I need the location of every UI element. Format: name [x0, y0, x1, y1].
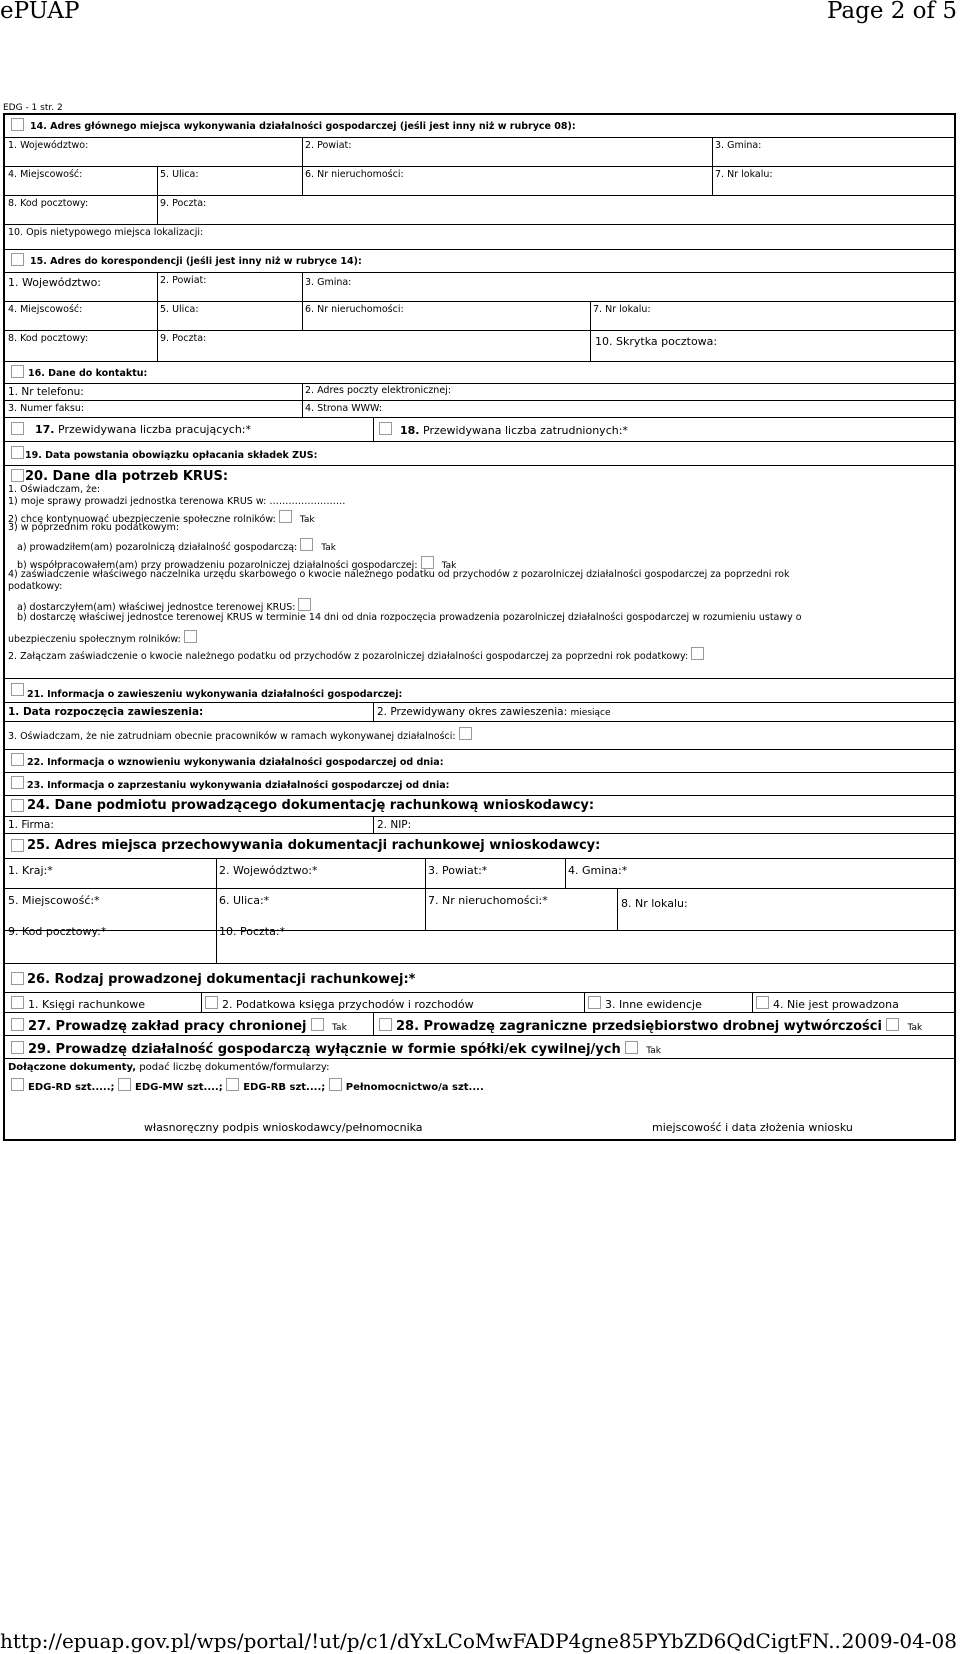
section-27: 27. Prowadzę zakład pracy chronionej Tak	[11, 1018, 347, 1034]
s14-miejscowosc: 4. Miejscowość:	[8, 169, 83, 180]
s20-line-1: 1. Oświadczam, że:	[8, 484, 101, 495]
section-20-title: 20. Dane dla potrzeb KRUS:	[25, 469, 229, 484]
section-26-checkbox[interactable]	[11, 972, 24, 985]
section-25	[5, 834, 954, 964]
s15-nr-nieruchomosci: 6. Nr nieruchomości:	[305, 304, 404, 315]
s21-data-rozpoczecia: 1. Data rozpoczęcia zawieszenia:	[8, 706, 204, 718]
section-21-checkbox[interactable]	[11, 683, 24, 696]
section-14-checkbox[interactable]	[11, 118, 24, 131]
section-19-title: 19. Data powstania obowiązku opłacania składek ZUS:	[25, 450, 318, 461]
section-14	[5, 115, 954, 250]
section-22-title: 22. Informacja o wznowieniu wykonywania działalności gospodarczej od dnia:	[27, 757, 444, 768]
section-16-title: 16. Dane do kontaktu:	[28, 368, 148, 379]
s25-poczta: 10. Poczta:*	[219, 925, 286, 938]
s25-miejscowosc: 5. Miejscowość:*	[8, 894, 100, 907]
s20-continue-checkbox[interactable]	[279, 510, 292, 523]
s20-line-7b: podatkowy:	[8, 581, 63, 592]
s26-option-2[interactable]: 2. Podatkowa księga przychodów i rozchodów	[205, 996, 474, 1011]
s16-numer-faksu: 3. Numer faksu:	[8, 403, 85, 414]
attach-edg-rb-checkbox[interactable]	[226, 1078, 239, 1091]
section-17-title: 17. Przewidywana liczba pracujących:*	[35, 423, 251, 436]
s20-line-9: b) dostarczę właściwej jednostce terenowej KRUS w terminie 14 dni od dnia rozpoczęcia prowadzenia pozarolniczej działalności gospodarczej w rozumieniu ustawy o	[17, 612, 802, 623]
s26-option-1-checkbox[interactable]	[11, 996, 24, 1009]
s16-strona-www: 4. Strona WWW:	[305, 403, 383, 414]
s16-email: 2. Adres poczty elektronicznej:	[305, 385, 452, 396]
s21-okres: 2. Przewidywany okres zawieszenia: miesiące	[377, 706, 611, 718]
s26-option-2-checkbox[interactable]	[205, 996, 218, 1009]
s20-line-9b: ubezpieczeniu społecznym rolników:	[8, 630, 201, 646]
s20-dostarczylem-checkbox[interactable]	[298, 598, 311, 611]
section-15-title: 15. Adres do korespondencji (jeśli jest inny niż w rubryce 14):	[30, 256, 362, 267]
s29-tak-checkbox[interactable]	[625, 1041, 638, 1054]
section-29: 29. Prowadzę działalność gospodarczą wyłącznie w formie spółki/ek cywilnej/ych Tak	[11, 1041, 661, 1057]
form-frame	[3, 113, 956, 1141]
s20-prowadzilem-checkbox[interactable]	[300, 538, 313, 551]
section-22-checkbox[interactable]	[11, 753, 24, 766]
form-code: EDG - 1 str. 2	[3, 103, 63, 113]
s26-option-1[interactable]: 1. Księgi rachunkowe	[11, 996, 145, 1011]
s20-line-4: 3) w poprzednim roku podatkowym:	[8, 522, 180, 533]
section-25-title: 25. Adres miejsca przechowywania dokumentacji rachunkowej wnioskodawcy:	[27, 838, 601, 853]
section-21	[5, 679, 954, 750]
s15-gmina: 3. Gmina:	[305, 277, 352, 288]
section-15	[5, 250, 954, 362]
attach-edg-mw-checkbox[interactable]	[118, 1078, 131, 1091]
section-18-title: 18. Przewidywana liczba zatrudnionych:*	[400, 424, 628, 437]
s25-wojewodztwo: 2. Województwo:*	[219, 864, 318, 877]
s20-line-5: a) prowadziłem(am) pozarolniczą działalność gospodarczą: Tak	[17, 538, 336, 554]
s28-tak-checkbox[interactable]	[886, 1018, 899, 1031]
attachments	[5, 1059, 954, 1104]
s20-line-2: 1) moje sprawy prowadzi jednostka terenowa KRUS w: ……………………	[8, 496, 346, 507]
s20-line-7: 4) zaświadczenie właściwego naczelnika urzędu skarbowego o kwocie należnego podatku od przychodów z pozarolniczej działalności gospodarczej za poprzedni rok	[8, 569, 790, 580]
s14-poczta: 9. Poczta:	[160, 198, 207, 209]
section-24	[5, 796, 954, 834]
s14-opis: 10. Opis nietypowego miejsca lokalizacji:	[8, 227, 204, 238]
print-date: 2009-04-08	[841, 1629, 957, 1653]
s14-kod-pocztowy: 8. Kod pocztowy:	[8, 198, 89, 209]
section-27-28	[5, 1013, 954, 1036]
section-17-checkbox[interactable]	[11, 422, 24, 435]
section-29	[5, 1036, 954, 1059]
s15-powiat: 2. Powiat:	[160, 275, 207, 286]
s26-option-3-checkbox[interactable]	[588, 996, 601, 1009]
s15-miejscowosc: 4. Miejscowość:	[8, 304, 83, 315]
section-28: 28. Prowadzę zagraniczne przedsiębiorstwo drobnej wytwórczości Tak	[379, 1018, 922, 1034]
section-27-checkbox[interactable]	[11, 1018, 24, 1031]
section-25-checkbox[interactable]	[11, 839, 24, 852]
s20-line-3: 2) chcę kontynuować ubezpieczenie społeczne rolników: Tak	[8, 510, 315, 526]
s14-wojewodztwo: 1. Województwo:	[8, 140, 89, 151]
s16-nr-telefonu: 1. Nr telefonu:	[8, 386, 84, 398]
section-26	[5, 964, 954, 1013]
s20-zalaczam-checkbox[interactable]	[691, 647, 704, 660]
app-title: ePUAP	[0, 0, 80, 24]
section-23	[5, 773, 954, 796]
s20-line-6: b) współpracowałem(am) przy prowadzeniu pozarolniczej działalności gospodarczej: Tak	[17, 556, 456, 572]
s14-gmina: 3. Gmina:	[715, 140, 762, 151]
s24-firma: 1. Firma:	[8, 819, 54, 831]
section-29-checkbox[interactable]	[11, 1041, 24, 1054]
section-21-title: 21. Informacja o zawieszeniu wykonywania działalności gospodarczej:	[27, 689, 403, 700]
s15-skrytka: 10. Skrytka pocztowa:	[595, 335, 718, 348]
s25-ulica: 6. Ulica:*	[219, 894, 270, 907]
section-24-title: 24. Dane podmiotu prowadzącego dokumentację rachunkową wnioskodawcy:	[27, 798, 595, 813]
s15-nr-lokalu: 7. Nr lokalu:	[593, 304, 651, 315]
section-26-title: 26. Rodzaj prowadzonej dokumentacji rachunkowej:*	[27, 972, 416, 987]
attach-edg-rd-checkbox[interactable]	[11, 1078, 24, 1091]
section-17-18	[5, 418, 954, 442]
s25-gmina: 4. Gmina:*	[568, 864, 628, 877]
s21-oswiadczam: 3. Oświadczam, że nie zatrudniam obecnie pracowników w ramach wykonywanej działalności:	[8, 727, 476, 743]
section-23-title: 23. Informacja o zaprzestaniu wykonywania działalności gospodarczej od dnia:	[27, 780, 450, 791]
s25-nr-nieruchomosci: 7. Nr nieruchomości:*	[428, 894, 548, 907]
s14-powiat: 2. Powiat:	[305, 140, 352, 151]
section-16-checkbox[interactable]	[11, 365, 24, 378]
section-16	[5, 362, 954, 418]
s14-ulica: 5. Ulica:	[160, 169, 199, 180]
section-19-checkbox[interactable]	[11, 446, 24, 459]
place-date-label: miejscowość i data złożenia wniosku	[652, 1121, 853, 1134]
s25-nr-lokalu: 8. Nr lokalu:	[621, 897, 688, 910]
page-url[interactable]: http://epuap.gov.pl/wps/portal/!ut/p/c1/dYxLCoMwFADP4gne85PYbZD6QdCigtFN...	[0, 1629, 848, 1653]
s14-nr-lokalu: 7. Nr lokalu:	[715, 169, 773, 180]
s25-kraj: 1. Kraj:*	[8, 864, 53, 877]
section-20	[5, 466, 954, 679]
s20-line-10: 2. Załączam zaświadczenie o kwocie należnego podatku od przychodów z pozarolniczej działalności gospodarczej za poprzedni rok podatkowy:	[8, 647, 708, 663]
section-14-title: 14. Adres głównego miejsca wykonywania działalności gospodarczej (jeśli jest inny niż w rubryce 08):	[30, 121, 576, 132]
page-number: Page 2 of 5	[826, 0, 957, 24]
s15-poczta: 9. Poczta:	[160, 333, 207, 344]
attachments-label: Dołączone dokumenty, podać liczbę dokumentów/formularzy:	[8, 1062, 330, 1073]
s20-wspolpracowalem-checkbox[interactable]	[421, 556, 434, 569]
s21-oswiadczam-checkbox[interactable]	[459, 727, 472, 740]
section-28-checkbox[interactable]	[379, 1018, 392, 1031]
s27-tak-checkbox[interactable]	[311, 1018, 324, 1031]
s20-dostarcze-checkbox[interactable]	[184, 630, 197, 643]
s25-powiat: 3. Powiat:*	[428, 864, 488, 877]
s15-ulica: 5. Ulica:	[160, 304, 199, 315]
s26-option-3[interactable]: 3. Inne ewidencje	[588, 996, 702, 1011]
section-18-checkbox[interactable]	[379, 422, 392, 435]
section-22	[5, 750, 954, 773]
s20-line-8: a) dostarczyłem(am) właściwej jednostce terenowej KRUS:	[17, 598, 315, 614]
section-24-checkbox[interactable]	[11, 799, 24, 812]
section-19	[5, 442, 954, 466]
s24-nip: 2. NIP:	[377, 819, 412, 831]
s25-kod-pocztowy: 9. Kod pocztowy:*	[8, 925, 107, 938]
attachments-list: EDG-RD szt.....; EDG-MW szt....; EDG-RB szt....; Pełnomocnictwo/a szt....	[11, 1078, 484, 1094]
signature-label: własnoręczny podpis wnioskodawcy/pełnomocnika	[144, 1121, 423, 1134]
attach-pelnomocnictwo-checkbox[interactable]	[329, 1078, 342, 1091]
section-20-checkbox[interactable]	[11, 469, 24, 482]
section-15-checkbox[interactable]	[11, 253, 24, 266]
s14-nr-nieruchomosci: 6. Nr nieruchomości:	[305, 169, 404, 180]
s26-option-4-checkbox[interactable]	[756, 996, 769, 1009]
section-23-checkbox[interactable]	[11, 776, 24, 789]
s26-option-4[interactable]: 4. Nie jest prowadzona	[756, 996, 899, 1011]
s15-wojewodztwo: 1. Województwo:	[8, 276, 102, 289]
s15-kod-pocztowy: 8. Kod pocztowy:	[8, 333, 89, 344]
